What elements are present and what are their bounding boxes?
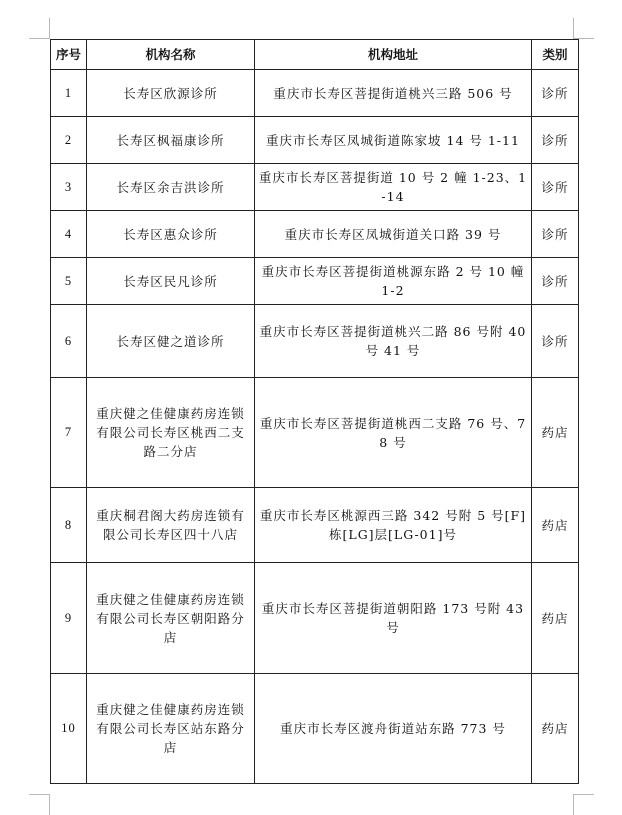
row-category: 药店 [532,378,579,488]
row-name: 重庆健之佳健康药房连锁有限公司长寿区朝阳路分店 [87,563,255,674]
row-index: 3 [51,164,87,211]
table-row [51,488,579,563]
row-name: 长寿区欣源诊所 [87,70,255,117]
row-category: 药店 [532,563,579,674]
row-index: 10 [51,674,87,784]
row-address: 重庆市长寿区菩提街道桃西二支路 76 号、78 号 [255,378,532,488]
row-address: 重庆市长寿区菩提街道桃源东路 2 号 10 幢 1-2 [255,258,532,305]
table-row [51,164,579,211]
row-index: 9 [51,563,87,674]
row-index: 5 [51,258,87,305]
row-address: 重庆市长寿区凤城街道关口路 39 号 [255,211,532,258]
table-row [51,70,579,117]
page-corner-mark-top-right [573,18,594,39]
row-address: 重庆市长寿区菩提街道桃兴二路 86 号附 40 号 41 号 [255,305,532,378]
row-address: 重庆市长寿区凤城街道陈家坡 14 号 1-11 [255,117,532,164]
row-category: 诊所 [532,70,579,117]
row-address: 重庆市长寿区桃源西三路 342 号附 5 号[F]栋[LG]层[LG-01]号 [255,488,532,563]
row-category: 诊所 [532,305,579,378]
row-name: 长寿区余吉洪诊所 [87,164,255,211]
table-row [51,563,579,674]
table-row [51,258,579,305]
header-category: 类别 [532,40,579,70]
header-name: 机构名称 [87,40,255,70]
row-category: 药店 [532,488,579,563]
row-name: 重庆健之佳健康药房连锁有限公司长寿区桃西二支路二分店 [87,378,255,488]
row-name: 重庆健之佳健康药房连锁有限公司长寿区站东路分店 [87,674,255,784]
header-index: 序号 [51,40,87,70]
page-corner-mark-bottom-left [29,794,50,815]
row-name: 长寿区健之道诊所 [87,305,255,378]
row-category: 诊所 [532,117,579,164]
header-address: 机构地址 [255,40,532,70]
row-index: 7 [51,378,87,488]
table-row [51,305,579,378]
row-category: 诊所 [532,164,579,211]
row-address: 重庆市长寿区渡舟街道站东路 773 号 [255,674,532,784]
table-row [51,117,579,164]
page-corner-mark-bottom-right [573,794,594,815]
table-row [51,674,579,784]
row-category: 诊所 [532,211,579,258]
row-index: 8 [51,488,87,563]
row-index: 6 [51,305,87,378]
row-index: 1 [51,70,87,117]
row-name: 长寿区惠众诊所 [87,211,255,258]
page-corner-mark-top-left [29,18,50,39]
row-index: 2 [51,117,87,164]
row-address: 重庆市长寿区菩提街道朝阳路 173 号附 43 号 [255,563,532,674]
row-category: 诊所 [532,258,579,305]
row-name: 长寿区民凡诊所 [87,258,255,305]
institution-table [50,39,579,784]
row-index: 4 [51,211,87,258]
row-name: 重庆桐君阁大药房连锁有限公司长寿区四十八店 [87,488,255,563]
row-category: 药店 [532,674,579,784]
table-row [51,211,579,258]
table-header-row [51,40,579,70]
row-name: 长寿区枫福康诊所 [87,117,255,164]
row-address: 重庆市长寿区菩提街道桃兴三路 506 号 [255,70,532,117]
row-address: 重庆市长寿区菩提街道 10 号 2 幢 1-23、1-14 [255,164,532,211]
table-row [51,378,579,488]
